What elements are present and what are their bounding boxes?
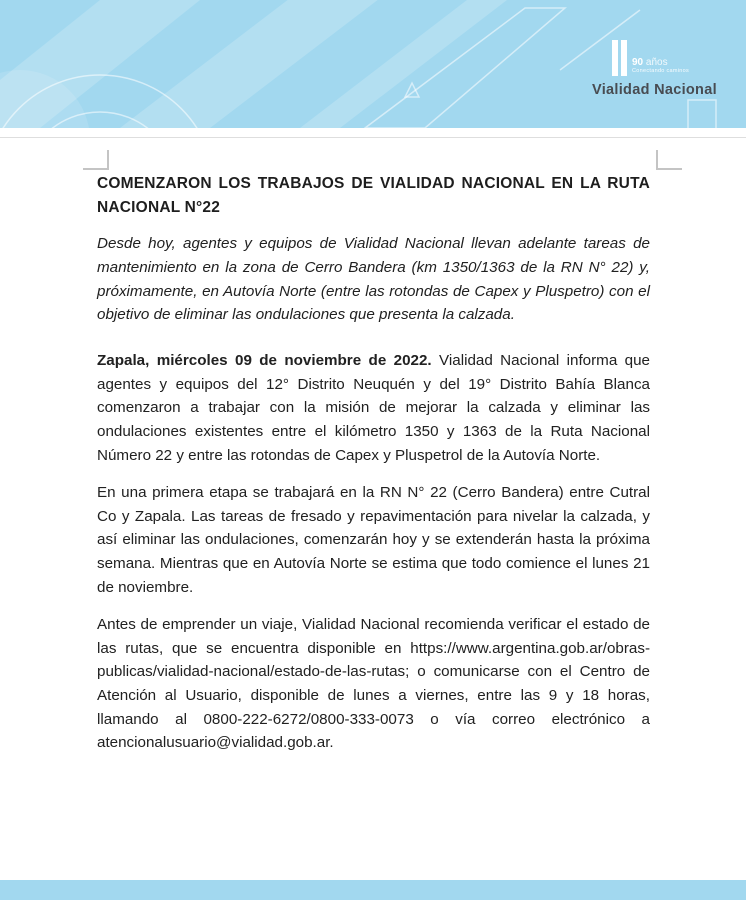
document-body — [97, 172, 650, 769]
page-title: COMENZARON LOS TRABAJOS DE VIALIDAD NACIONAL EN LA RUTA NACIONAL N°22 — [97, 175, 650, 216]
paragraph-1-text: Vialidad Nacional informa que agentes y equipos del 12° Distrito Neuquén y del 19° Distrito Bahía Blanca comenzaron a trabajar con la misión de mejorar la calzada y eliminar las ondulaciones existentes entre el kilómetro 1350 y 1363 de la Ruta Nacional Número 22 y entre las rotondas de Capex y Pluspetrol de la Autovía Norte. — [97, 352, 650, 464]
logo-tagline: Conectando caminos — [632, 68, 690, 74]
brand-logo-top — [612, 40, 689, 76]
logo-years-block — [632, 57, 689, 75]
lead-paragraph: Desde hoy, agentes y equipos de Vialidad Nacional llevan adelante tareas de mantenimiento en la zona de Cerro Bandera (km 1350/1363 de la RN N° 22) y, próximamente, en Autovía Norte (entre las rotondas de Capex y Pluspetro) con el objetivo de eliminar las ondulaciones que presenta la calzada. — [97, 235, 650, 324]
logo-bars-icon — [612, 40, 627, 76]
paragraph-1 — [97, 349, 650, 467]
footer-band — [0, 880, 746, 900]
crop-mark-left — [83, 150, 109, 170]
header-band — [0, 0, 746, 128]
crop-mark-right — [656, 150, 682, 170]
paragraph-3: Antes de emprender un viaje, Vialidad Nacional recomienda verificar el estado de las rutas, que se encuentra disponible en https://www.argentina.gob.ar/obras-publicas/vialidad-nacional/estado-de-las-rutas; o comunicarse con el Centro de Atención al Usuario, disponible de lunes a viernes, entre las 9 y 18 horas, llamando al 0800-222-6272/0800-333-0073 o vía correo electrónico a atencionalusuario@vialidad.gob.ar. — [97, 616, 650, 752]
logo-years-number: 90 — [632, 57, 644, 68]
brand-logo — [592, 40, 717, 98]
logo-years-suffix: años — [645, 57, 668, 68]
logo-years-text — [632, 57, 689, 68]
brand-name: Vialidad Nacional — [592, 82, 717, 98]
paragraph-2: En una primera etapa se trabajará en la RN N° 22 (Cerro Bandera) entre Cutral Co y Zapala. Las tareas de fresado y repavimentación para nivelar la calzada, y así eliminar las ondulaciones, comenzarán hoy y se extenderán hasta la próxima semana. Mientras que en Autovía Norte se estima que todo comience el lunes 21 de noviembre. — [97, 484, 650, 596]
dateline: Zapala, miércoles 09 de noviembre de 2022. — [97, 352, 432, 370]
header-divider — [0, 137, 746, 138]
